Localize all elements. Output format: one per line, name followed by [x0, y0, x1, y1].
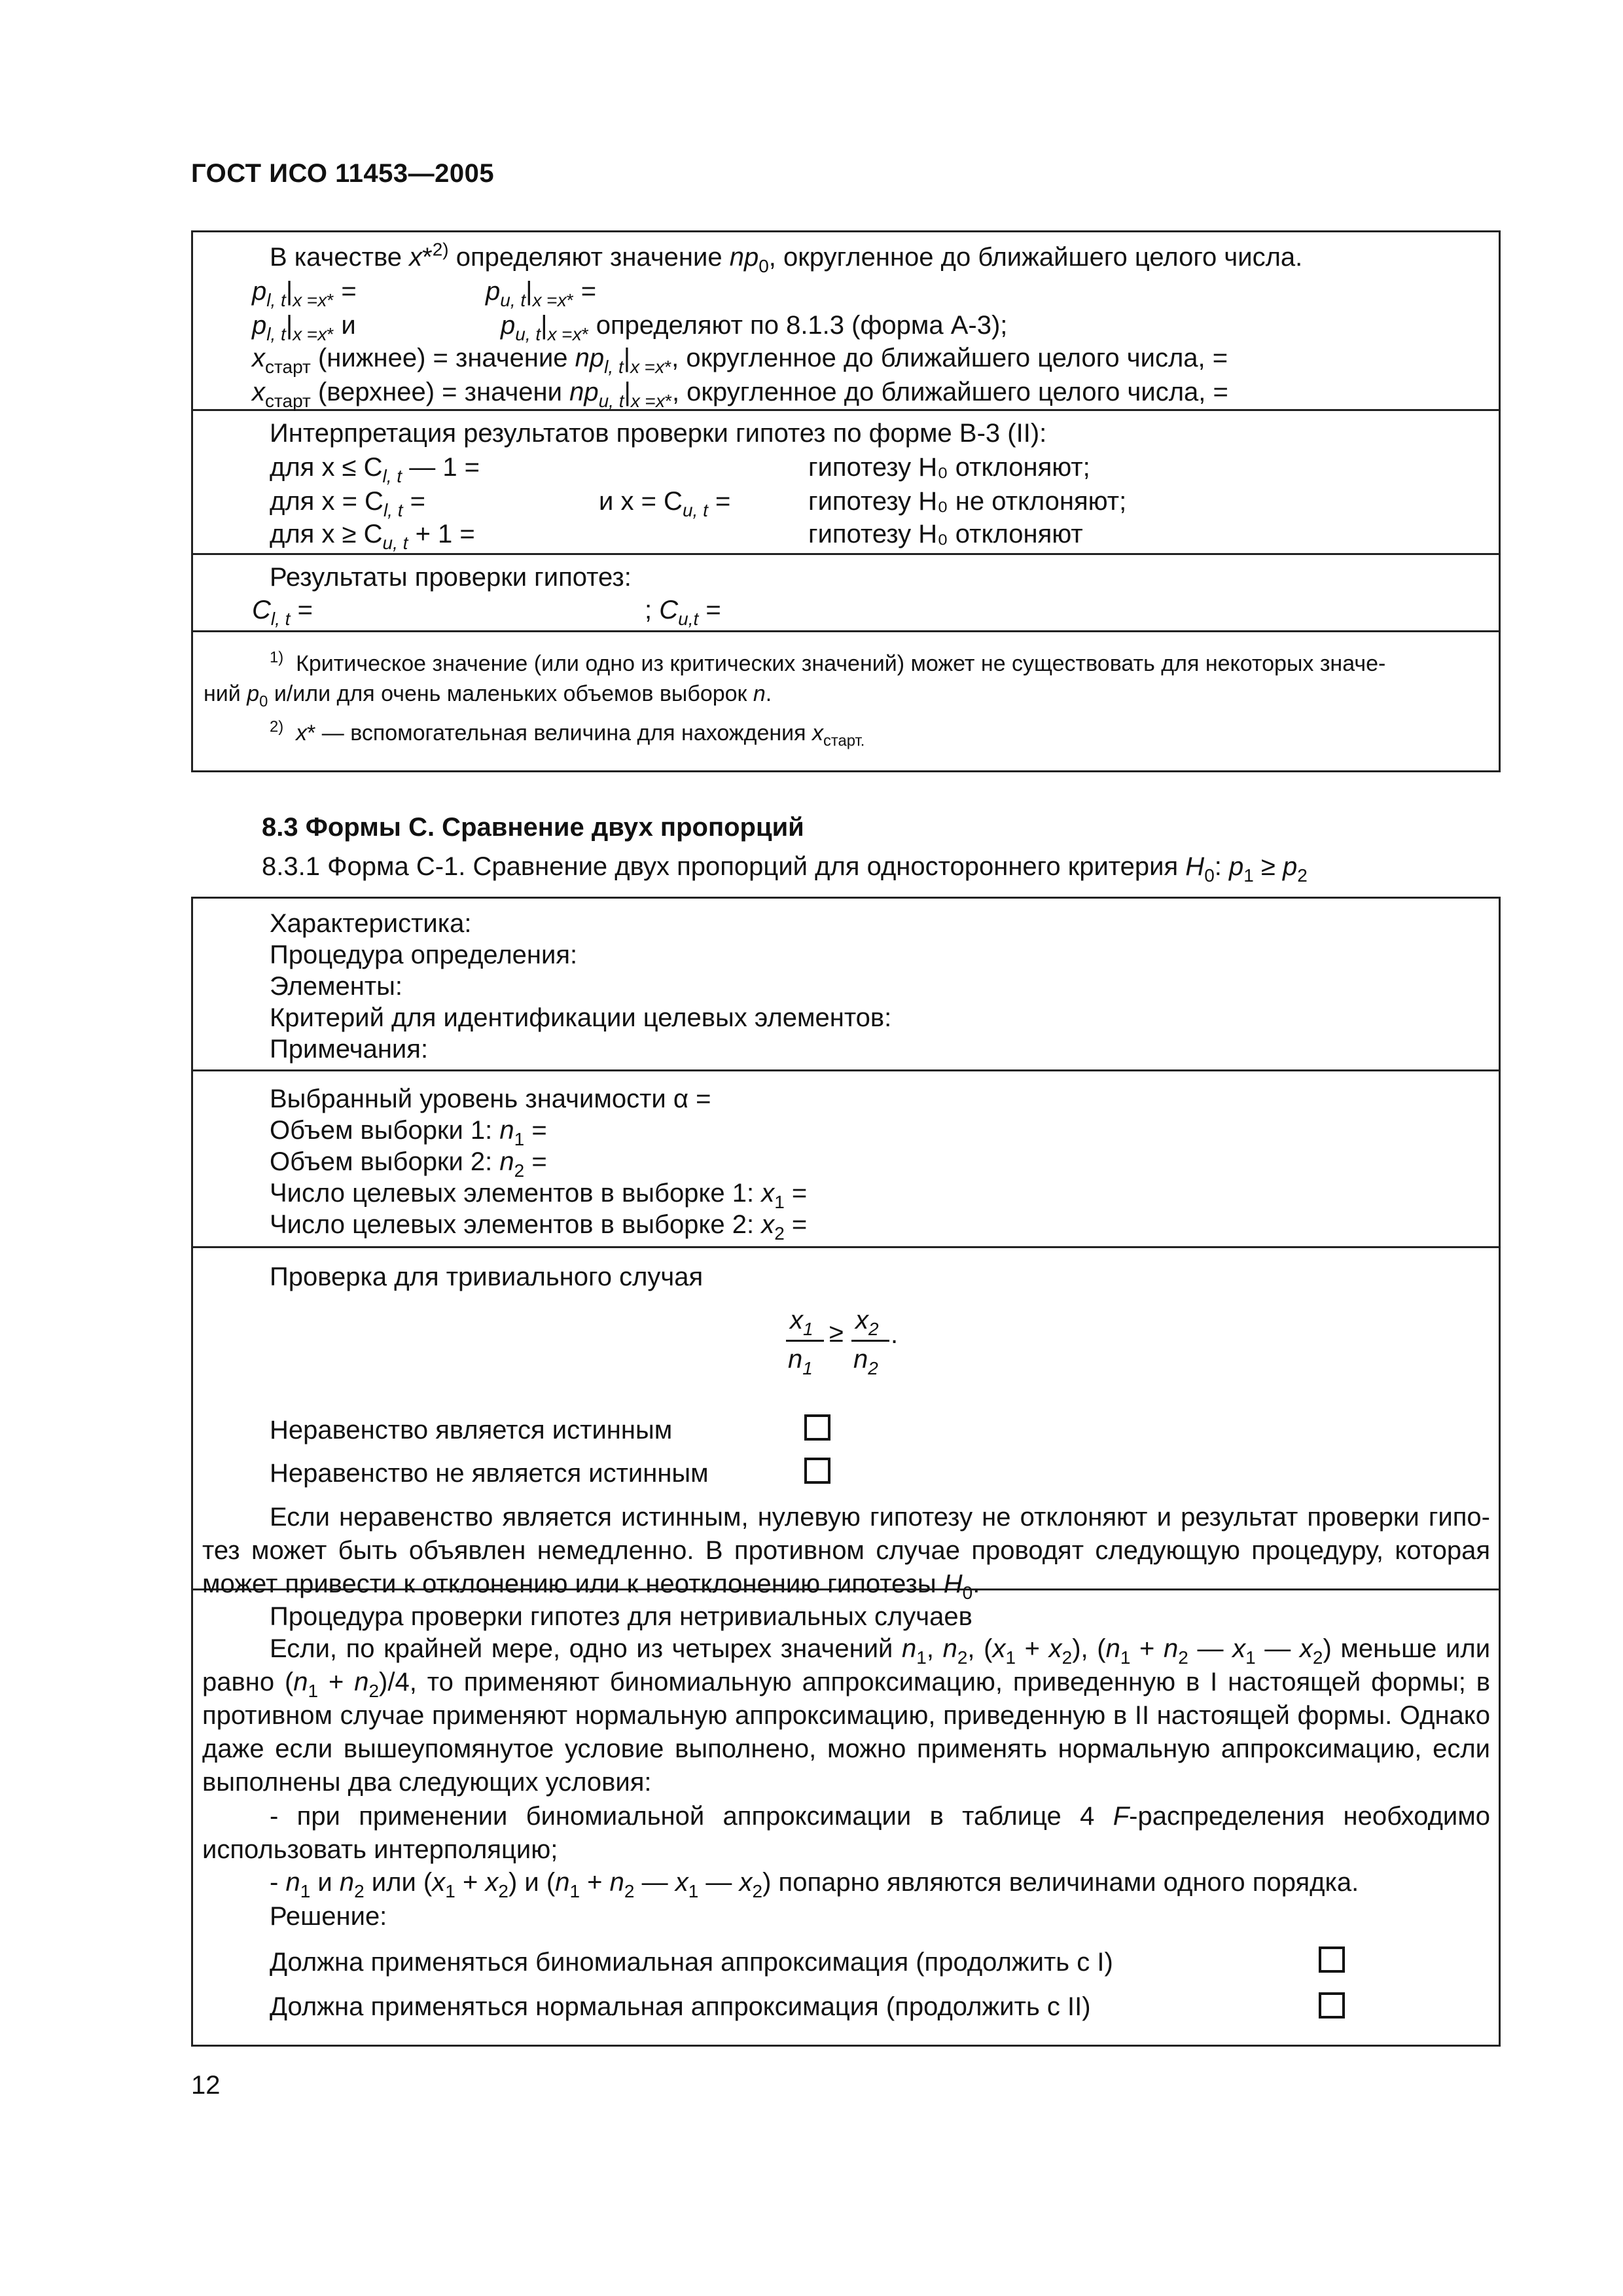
inequality-true-checkbox[interactable]	[804, 1414, 830, 1441]
binomial-option-checkbox[interactable]	[1319, 1946, 1345, 1973]
decision-label: Решение:	[270, 1902, 387, 1931]
target-count-1: Число целевых элементов в выборке 1: $x_1$ =	[270, 1179, 808, 1212]
form-c1-table	[191, 897, 1501, 2047]
interpretation-result-3: гипотезу H₀ отклоняют	[808, 520, 1083, 548]
interpretation-result-1: гипотезу H₀ отклоняют;	[808, 453, 1090, 482]
interpretation-line-2-upper: и $x = C_{u, t}$ =	[599, 487, 731, 520]
form-c1-row-description	[193, 899, 1499, 1071]
x-start-lower: $x_{старт}$ (нижнее) = значение $np_{l, t}|_{x =x*}$, округленное до ближайшего целого числа, =	[252, 344, 1228, 377]
elements-label: Элементы:	[270, 972, 403, 1001]
form-b3-row-start-values	[193, 232, 1499, 411]
form-c1-row-nontrivial-case	[193, 1590, 1499, 2045]
nontrivial-case-paragraph: Если, по крайней мере, одно из четырех значений $n_1$, $n_2$, $(x_1 + x_2)$, ($n_1 + n_2$ — $x_1$ — $x_2$) меньше или равно $(n_1 + n_2)/4$, то применяют биномиальную аппроксимацию, приведенную в I настоящей формы; в противном случае применяют нормальную аппроксимацию, приведенную в II настоящей формы. Однако даже если вышеупомянутое условие выполнено, можно применять нормальную аппроксимацию, если выполнены два следующих условия:	[202, 1634, 1491, 1797]
interpretation-result-2: гипотезу H₀ не отклоняют;	[808, 487, 1127, 516]
interpretation-title: Интерпретация результатов проверки гипотез по форме В-3 (II):	[270, 419, 1047, 448]
p-l-at-xstar: $p_{l, t}|_{x =x*}$ =	[252, 277, 357, 310]
interpretation-line-3: для $x \ge C_{u, t} + 1$ =	[270, 520, 475, 553]
section-heading: 8.3 Формы С. Сравнение двух пропорций	[262, 813, 804, 842]
target-count-2: Число целевых элементов в выборке 2: $x_2$ =	[270, 1210, 808, 1244]
determination-procedure-label: Процедура определения:	[270, 941, 578, 969]
target-criterion-label: Критерий для идентификации целевых элементов:	[270, 1003, 892, 1032]
footnote-1-continued: ний $p_0$ и/или для очень маленьких объемов выборок n.	[204, 681, 772, 711]
form-b3-row-interpretation	[193, 411, 1499, 555]
form-b3-row-results	[193, 555, 1499, 632]
condition-bullet-1: - при применении биномиальной аппроксимации в таблице 4 F-распределения необходимо использовать интерполяцию;	[202, 1802, 1490, 1864]
nontrivial-case-title: Процедура проверки гипотез для нетривиальных случаев	[270, 1602, 972, 1631]
form-b3-footnotes	[193, 632, 1499, 770]
results-title: Результаты проверки гипотез:	[270, 563, 632, 592]
condition-bullet-2: - $n_1$ и $n_2$ или $(x_1 + x_2)$ и ($n_1 + n_2$ — $x_1$ — $x_2$) попарно являются величинами одного порядка.	[270, 1868, 1359, 1901]
sample-size-2: Объем выборки 2: $n_2$ =	[270, 1147, 547, 1181]
result-c-lower: $C_{l, t}$ =	[252, 596, 313, 629]
characteristic-label: Характеристика:	[270, 909, 472, 938]
binomial-option-label: Должна применяться биномиальная аппроксимация (продолжить с I)	[270, 1948, 1113, 1977]
notes-label: Примечания:	[270, 1035, 429, 1064]
result-c-upper: ; $C_{u,t}$ =	[645, 596, 721, 629]
p-u-at-xstar-ref: $p_{u, t}|_{x =x*}$ определяют по 8.1.3 (форма А-3);	[501, 311, 1008, 344]
p-u-at-xstar: $p_{u, t}|_{x =x*}$ =	[486, 277, 597, 310]
document-header: ГОСТ ИСО 11453—2005	[191, 159, 495, 188]
form-b3-table	[191, 230, 1501, 772]
inequality-false-checkbox[interactable]	[804, 1458, 830, 1484]
sample-size-1: Объем выборки 1: $n_1$ =	[270, 1116, 547, 1149]
form-c1-row-trivial-case: Проверка для тривиального случая $x_1$ $n_1$ ≥ $x_2$ $n_2$ . Неравенство является истинным Неравенство не является истинным Если неравенство является истинным, нулевую гипотезу не отклоняют и результат проверки гипо-тез может быть объявлен немедленно. В противном случае проводят следующую процедуру, которая может привести к отклонению или к неотклонению гипотезы $H_0$.	[193, 1248, 1499, 1590]
page-number: 12	[191, 2071, 221, 2100]
normal-option-label: Должна применяться нормальная аппроксимация (продолжить с II)	[270, 1992, 1091, 2021]
significance-level: Выбранный уровень значимости α =	[270, 1085, 711, 1113]
start-value-intro: В качестве x*$^{2)}$ определяют значение $np_0$, округленное до ближайшего целого числа.	[270, 239, 1303, 276]
footnote-1: $^{1)}$ Критическое значение (или одно из критических значений) может не существовать для некоторых значе-	[270, 648, 1386, 676]
p-l-at-xstar-ref: $p_{l, t}|_{x =x*}$ и	[252, 311, 356, 344]
trivial-case-title: Проверка для тривиального случая	[270, 1263, 704, 1291]
interpretation-line-1: для $x \le C_{l, t}$ — 1 =	[270, 453, 480, 486]
form-c1-heading: 8.3.1 Форма С-1. Сравнение двух пропорций для одностороннего критерия $H_0$: $p_1 \ge p_2$	[262, 852, 1308, 886]
interpretation-line-2: для $x = C_{l, t}$ =	[270, 487, 425, 520]
trivial-case-paragraph: Если неравенство является истинным, нулевую гипотезу не отклоняют и результат проверки гипо-тез может быть объявлен немедленно. В противном случае проводят следующую процедуру, которая может привести к отклонению или к неотклонению гипотезы $H_0$.	[202, 1503, 1490, 1603]
inequality-true-label: Неравенство является истинным	[270, 1416, 673, 1444]
footnote-2: $^{2)}$ x* — вспомогательная величина для нахождения $x_{старт.}$	[270, 717, 865, 750]
form-c1-row-parameters	[193, 1071, 1499, 1248]
x-start-upper: $x_{старт}$ (верхнее) = значени $np_{u, t}|_{x =x*}$, округленное до ближайшего целого числа, =	[252, 378, 1228, 411]
inequality-false-label: Неравенство не является истинным	[270, 1459, 709, 1488]
normal-option-checkbox[interactable]	[1319, 1992, 1345, 2018]
